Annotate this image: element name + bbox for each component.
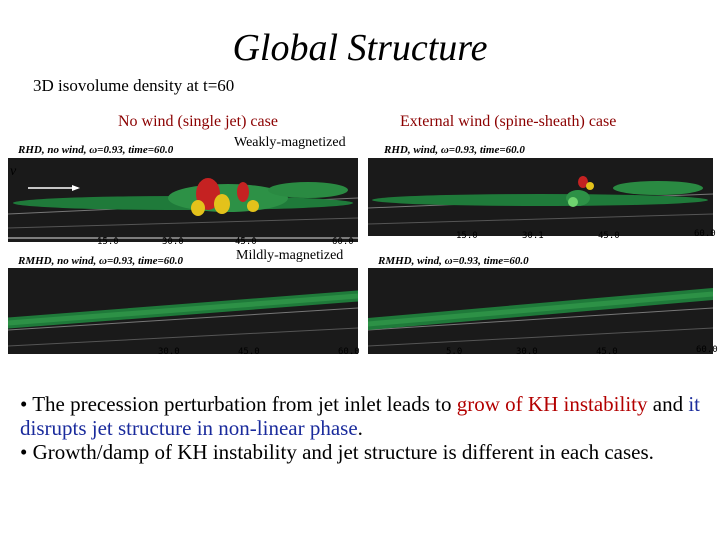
bullet-2: • Growth/damp of KH instability and jet structure is different in each cases. [20, 440, 654, 465]
column-heading-no-wind: No wind (single jet) case [118, 113, 278, 130]
panel-caption-bottom-right: RMHD, wind, ω=0.93, time=60.0 [378, 255, 529, 267]
tick-label: 60.0 [696, 345, 718, 355]
simulation-panel-top-right [368, 158, 713, 236]
tick-label: 15.0 [97, 237, 119, 247]
bullet-1-highlight-blue: it disrupts jet structure in non-linear phase [20, 392, 700, 441]
bullet-1-connector: and [647, 392, 689, 416]
column-heading-wind: External wind (spine-sheath) case [400, 113, 617, 130]
tick-label: 45.0 [238, 347, 260, 357]
tick-label: 60.0 [332, 237, 354, 247]
bullet-1-highlight-red: grow of KH instability [456, 392, 648, 416]
row-label-weak: Weakly-magnetized [234, 135, 346, 150]
tick-label: 30.0 [158, 347, 180, 357]
simulation-panel-top-left [8, 158, 358, 242]
bullet-1-text: • The precession perturbation from jet inlet leads to [20, 392, 457, 416]
tick-label: 30.0 [516, 347, 538, 357]
tick-label: 60.0 [338, 347, 360, 357]
bullet-list [20, 392, 710, 464]
slide-title: Global Structure [232, 27, 488, 69]
row-label-mild: Mildly-magnetized [236, 248, 344, 263]
panel-caption-top-left: RHD, no wind, ω=0.93, time=60.0 [18, 144, 174, 156]
tick-label: 30.1 [522, 231, 544, 241]
panel-caption-bottom-left: RMHD, no wind, ω=0.93, time=60.0 [18, 255, 184, 267]
simulation-panel-bottom-right [368, 268, 713, 354]
simulation-panel-bottom-left [8, 268, 358, 354]
tick-label: 45.0 [598, 231, 620, 241]
bullet-1-end: . [357, 416, 363, 441]
bullet-1 [20, 392, 710, 440]
slide-subtitle: 3D isovolume density at t=60 [33, 76, 235, 95]
tick-label: 15.0 [456, 231, 478, 241]
tick-label: 45.0 [596, 347, 618, 357]
velocity-label: v [10, 164, 17, 179]
tick-label: 30.0 [162, 237, 184, 247]
tick-label: 60.0 [694, 229, 716, 239]
tick-label: 5.0 [446, 347, 463, 357]
tick-label: 45.0 [235, 237, 257, 247]
panel-caption-top-right: RHD, wind, ω=0.93, time=60.0 [384, 144, 525, 156]
